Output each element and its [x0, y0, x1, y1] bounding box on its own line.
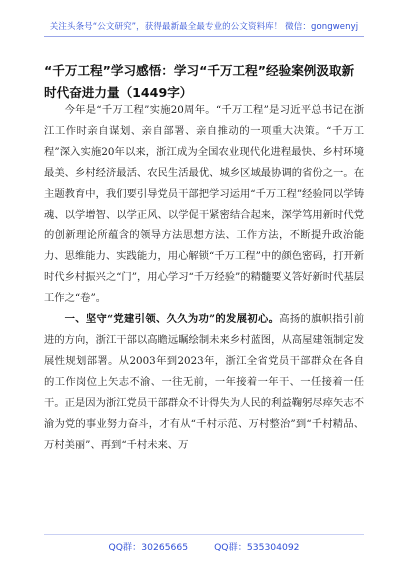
qq-group-1: QQ群：30265665 — [108, 542, 189, 553]
header-banner: 关注头条号“公文研究”，获得最新最全最专业的公文资料库！ 微信：gongwenyj — [49, 22, 359, 32]
qq-group-2: QQ群：535304092 — [214, 542, 300, 553]
paragraph-section-1 — [44, 309, 364, 455]
section-heading: 一、坚守“党建引领、久久为功”的发展初心。 — [64, 313, 280, 326]
paragraph-intro — [44, 100, 364, 309]
footer-contacts — [0, 539, 408, 553]
paragraph-text: 高扬的旗帜指引前进的方向，浙江干部以高瞻远瞩绘制未来乡村蓝图，从高屋建瓴制定发展性规划部署。从2003年到2023年，浙江全省党员干部群众在各自的工作岗位上矢志不渝、一往无前，一年接着一年干、一任接着一任干。正是因为浙江党员干部群众不计得失为人民的利益鞠躬尽瘁矢志不渝为党的事业努力奋斗，才有从“千村示范、万村整治”到“千村精品、万村美丽”、再到“千村未来、万 — [44, 313, 364, 451]
document-body — [44, 100, 364, 455]
header-divider — [44, 36, 364, 37]
footer-divider — [44, 534, 364, 535]
document-title: “千万工程”学习感悟：学习“千万工程”经验案例汲取新时代奋进力量（1449字） — [44, 63, 355, 100]
paragraph-text: 今年是“千万工程”实施20周年。“千万工程”是习近平总书记在浙江工作时亲自谋划、亲自部署、亲自推动的一项重大决策。“千万工程”深入实施20年以来，浙江成为全国农业现代化进程最快、乡村环境最美、乡村经济最活、农民生活最优、城乡区域最协调的省份之一。在主题教育中，我们要引导党员干部把学习运用“千万工程”经验同以学铸魂、以学增智、以学正风、以学促干紧密结合起来，深学笃用新时代党的创新理论所蕴含的领导方法思想方法、工作方法，不断提升政治能力、思维能力、实践能力，用心解锁“千万工程”中的颜色密码，打开新时代乡村振兴之“门”，用心学习“千万经验”的精髓要义答好新时代基层工作之“卷”。 — [44, 104, 364, 305]
